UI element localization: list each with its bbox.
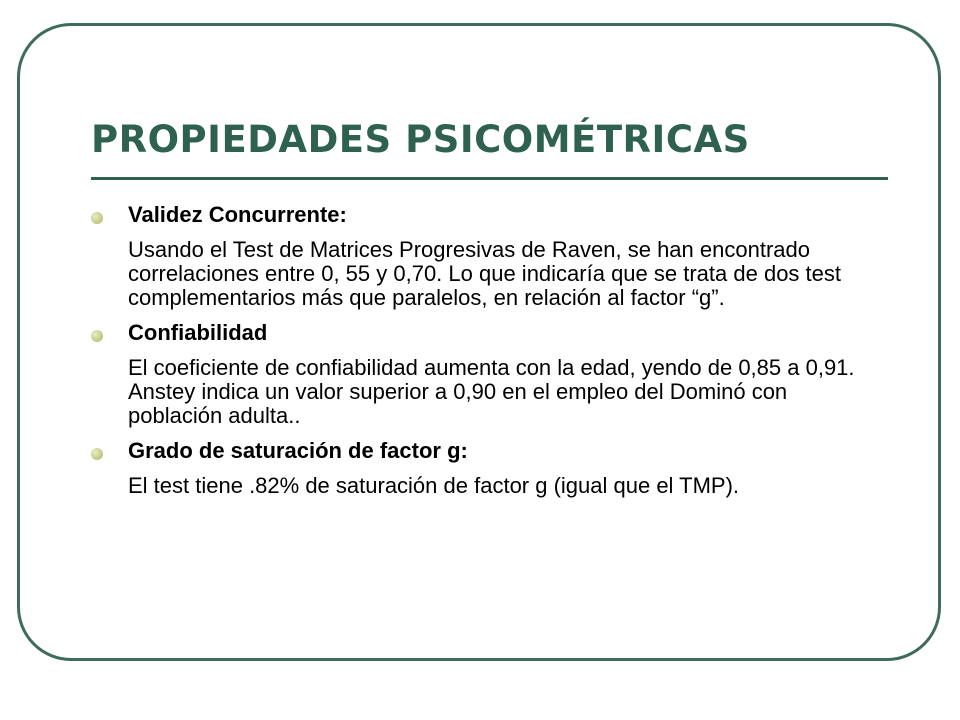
title-underline xyxy=(91,177,888,180)
bullet-icon xyxy=(91,330,103,342)
item-heading: Validez Concurrente: xyxy=(128,202,347,227)
bullet-icon xyxy=(91,448,103,460)
bullet-item-validez xyxy=(89,200,879,310)
item-body: Usando el Test de Matrices Progresivas de Raven, se han encontrado correlaciones entre 0, 55 y 0,70. Lo que indicaría que se trata de dos test complementarios más que paralelos, en relación al factor “g”. xyxy=(128,237,842,310)
slide-title: PROPIEDADES PSICOMÉTRICAS xyxy=(91,118,750,161)
item-heading: Confiabilidad xyxy=(128,320,268,345)
bullet-icon xyxy=(91,212,103,224)
item-heading: Grado de saturación de factor g: xyxy=(128,438,468,463)
item-body: El test tiene .82% de saturación de factor g (igual que el TMP). xyxy=(128,473,740,498)
bullet-item-saturacion xyxy=(89,436,879,498)
item-body: El coeficiente de confiabilidad aumenta con la edad, yendo de 0,85 a 0,91. Anstey indica un valor superior a 0,90 en el empleo del Dominó con población adulta.. xyxy=(128,355,855,428)
bullet-item-confiabilidad xyxy=(89,318,879,428)
slide-content xyxy=(89,200,879,498)
